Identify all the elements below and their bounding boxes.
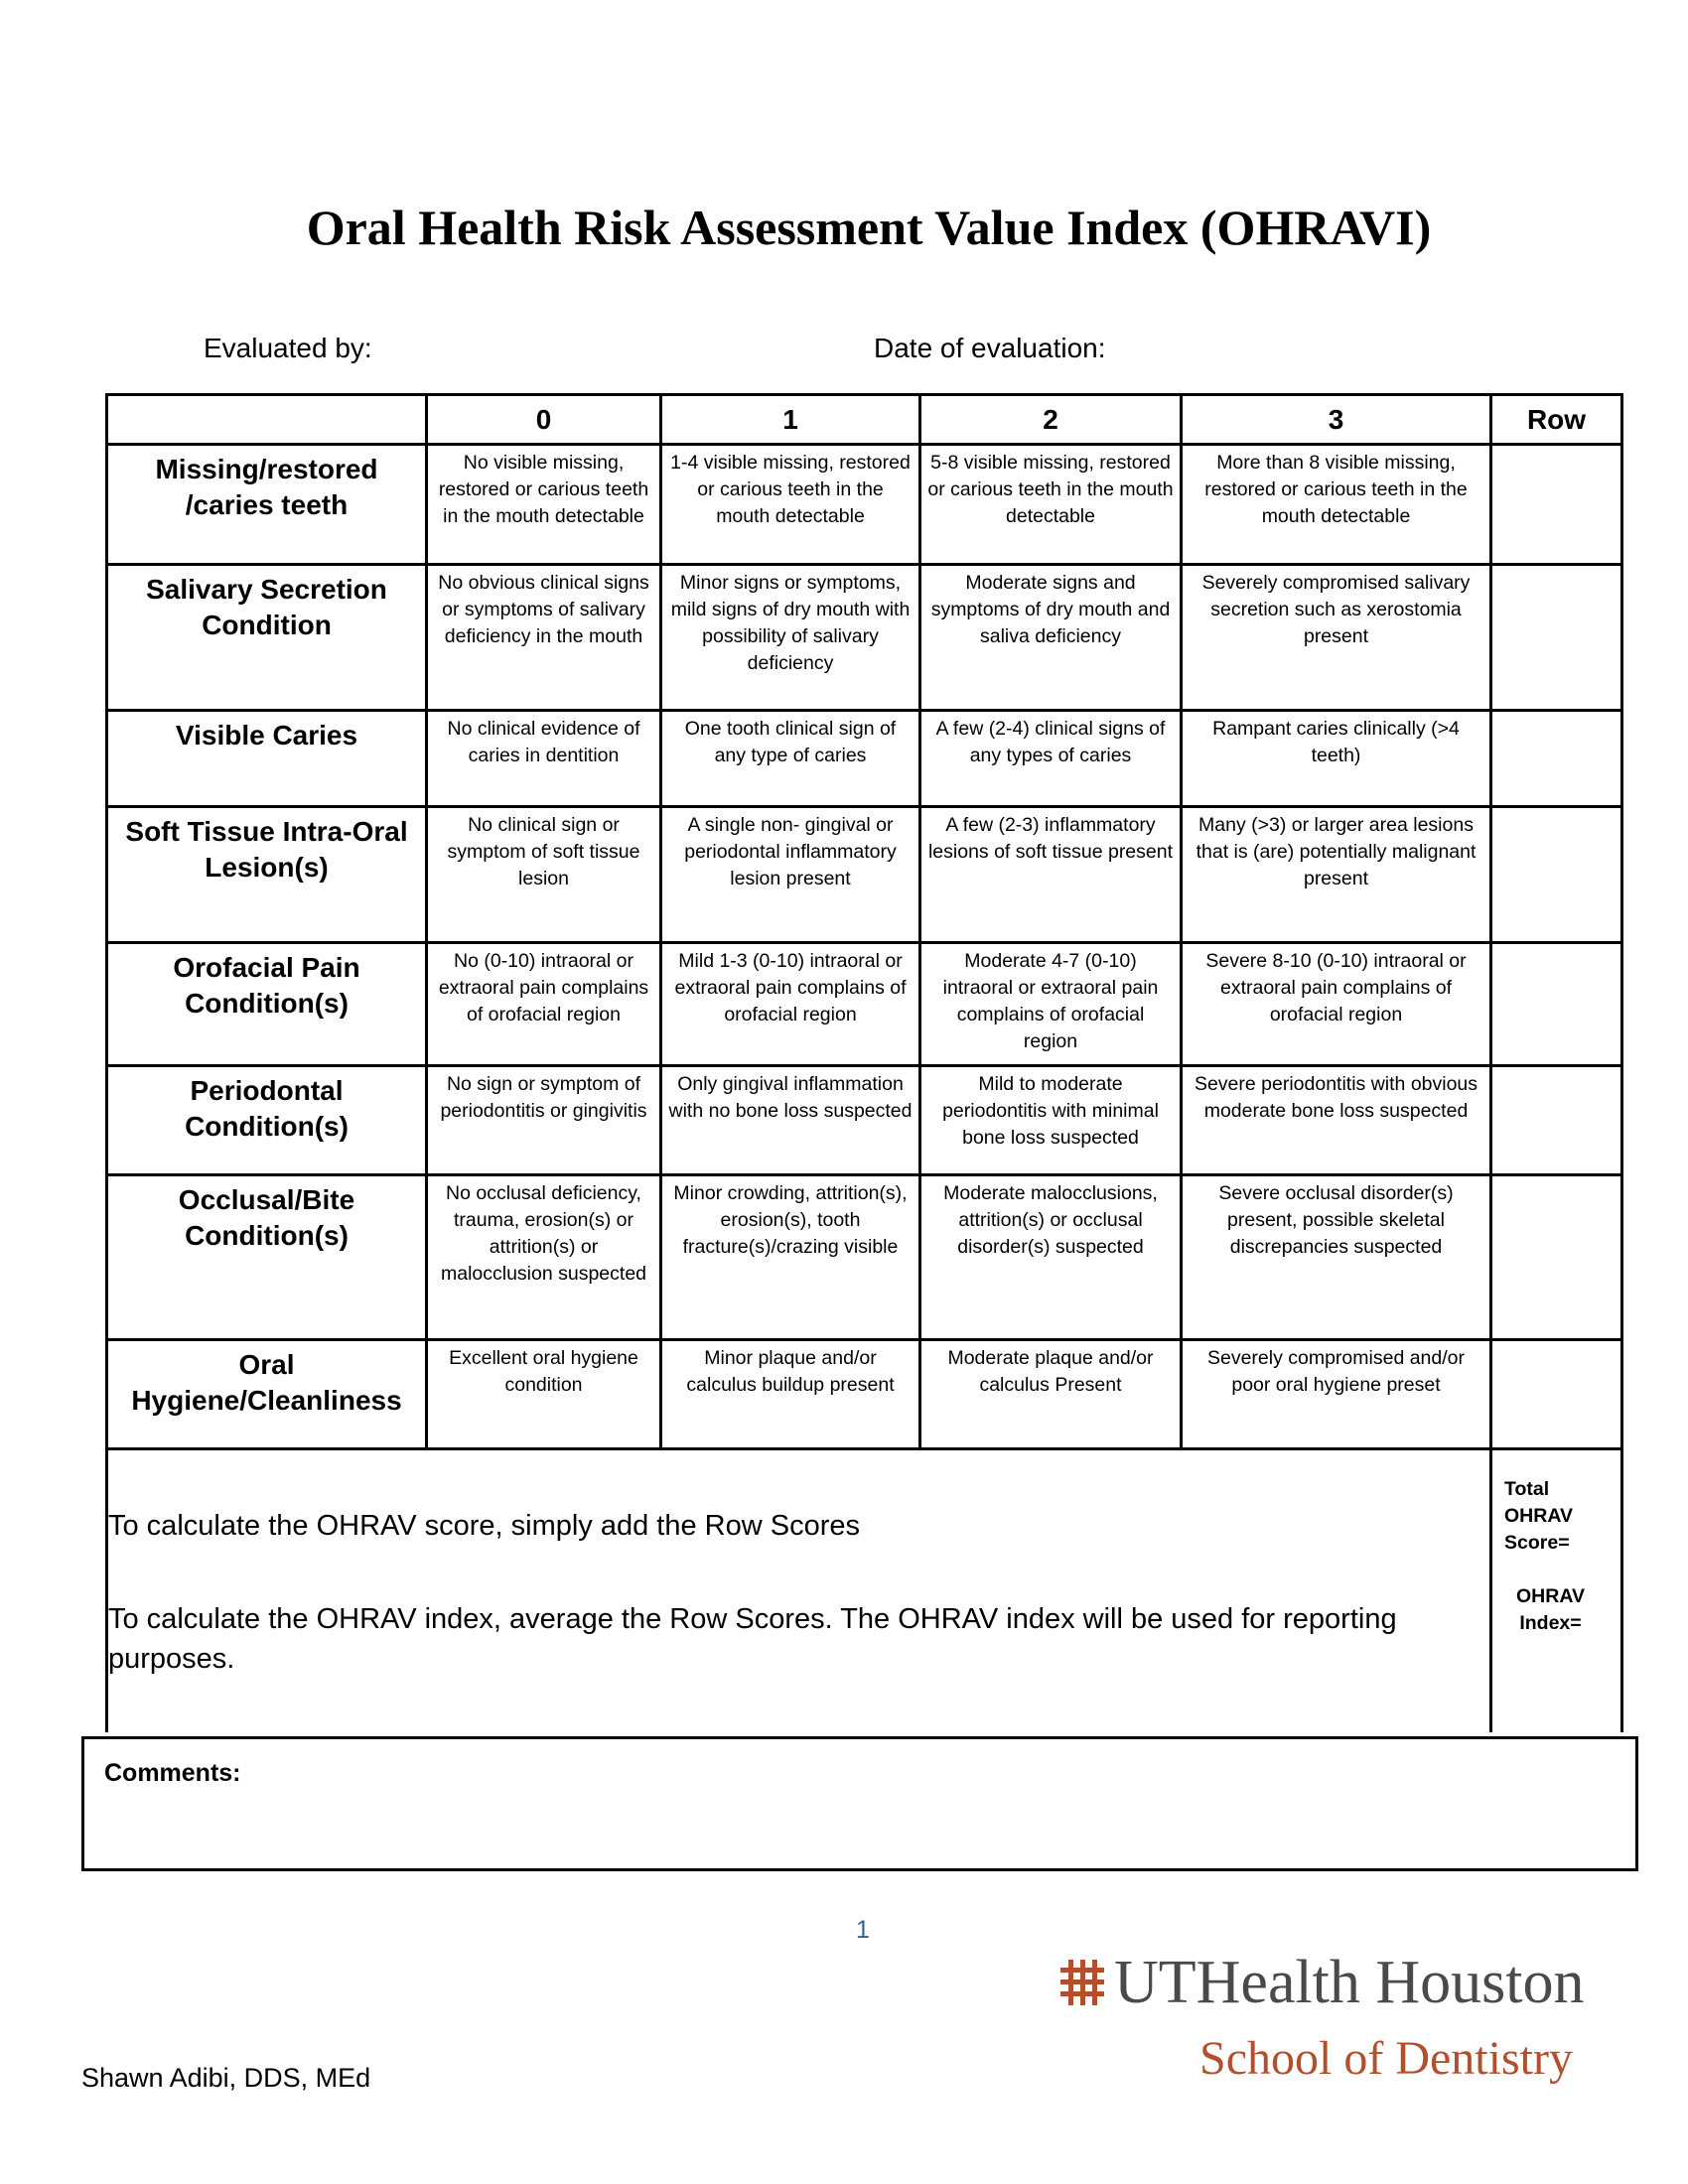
criteria-cell: A few (2-3) inflammatory lesions of soft tissue present xyxy=(920,807,1182,943)
criteria-cell: Only gingival inflammation with no bone loss suspected xyxy=(661,1066,920,1175)
row-score-cell[interactable] xyxy=(1491,807,1622,943)
table-row xyxy=(107,807,1622,943)
row-label: Occlusal/Bite Condition(s) xyxy=(107,1175,427,1340)
header-score-2: 2 xyxy=(920,395,1182,445)
evaluated-by-label: Evaluated by: xyxy=(204,333,372,363)
criteria-cell: 5-8 visible missing, restored or carious teeth in the mouth detectable xyxy=(920,445,1182,565)
table-row xyxy=(107,711,1622,807)
author-credit: Shawn Adibi, DDS, MEd xyxy=(81,2063,371,2093)
row-label: Orofacial Pain Condition(s) xyxy=(107,943,427,1066)
table-row xyxy=(107,1175,1622,1340)
criteria-cell: No obvious clinical signs or symptoms of salivary deficiency in the mouth xyxy=(427,565,661,711)
criteria-cell: No sign or symptom of periodontitis or gingivitis xyxy=(427,1066,661,1175)
criteria-cell: No clinical sign or symptom of soft tissue lesion xyxy=(427,807,661,943)
instructions-cell xyxy=(107,1449,1491,1733)
index-instruction: To calculate the OHRAV index, average the Row Scores. The OHRAV index will be used for reporting purposes. xyxy=(108,1603,1397,1675)
criteria-cell: Many (>3) or larger area lesions that is (are) potentially malignant present xyxy=(1182,807,1491,943)
criteria-cell: Minor signs or symptoms, mild signs of dry mouth with possibility of salivary deficiency xyxy=(661,565,920,711)
criteria-cell: Moderate malocclusions, attrition(s) or occlusal disorder(s) suspected xyxy=(920,1175,1182,1340)
header-score-3: 3 xyxy=(1182,395,1491,445)
table-row xyxy=(107,1340,1622,1449)
criteria-cell: Severe occlusal disorder(s) present, possible skeletal discrepancies suspected xyxy=(1182,1175,1491,1340)
row-label: Soft Tissue Intra-Oral Lesion(s) xyxy=(107,807,427,943)
page-title: Oral Health Risk Assessment Value Index (OHRAVI) xyxy=(306,200,1432,255)
row-label: Visible Caries xyxy=(107,711,427,807)
table-header-row xyxy=(107,395,1622,445)
criteria-cell: Mild 1-3 (0-10) intraoral or extraoral pain complains of orofacial region xyxy=(661,943,920,1066)
row-score-cell[interactable] xyxy=(1491,1340,1622,1449)
criteria-cell: Mild to moderate periodontitis with minimal bone loss suspected xyxy=(920,1066,1182,1175)
date-of-evaluation-label: Date of evaluation: xyxy=(874,333,1106,363)
score-instruction: To calculate the OHRAV score, simply add the Row Scores xyxy=(108,1510,861,1542)
totals-row xyxy=(107,1449,1622,1733)
criteria-cell: A single non- gingival or periodontal inflammatory lesion present xyxy=(661,807,920,943)
criteria-cell: Moderate plaque and/or calculus Present xyxy=(920,1340,1182,1449)
header-score-0: 0 xyxy=(427,395,661,445)
table-row xyxy=(107,445,1622,565)
total-score-label: Total OHRAV Score= xyxy=(1504,1478,1573,1554)
criteria-cell: Minor plaque and/or calculus buildup present xyxy=(661,1340,920,1449)
criteria-cell: Severe periodontitis with obvious moderate bone loss suspected xyxy=(1182,1066,1491,1175)
logo-school-text: School of Dentistry xyxy=(1199,2032,1573,2085)
criteria-cell: A few (2-4) clinical signs of any types of caries xyxy=(920,711,1182,807)
totals-cell[interactable] xyxy=(1491,1449,1622,1733)
index-label: OHRAV Index= xyxy=(1516,1585,1585,1634)
row-score-cell[interactable] xyxy=(1491,943,1622,1066)
row-score-cell[interactable] xyxy=(1491,711,1622,807)
criteria-cell: Severely compromised and/or poor oral hygiene preset xyxy=(1182,1340,1491,1449)
page-number: 1 xyxy=(856,1916,870,1944)
row-label: Missing/restored /caries teeth xyxy=(107,445,427,565)
criteria-cell: More than 8 visible missing, restored or carious teeth in the mouth detectable xyxy=(1182,445,1491,565)
row-score-cell[interactable] xyxy=(1491,1175,1622,1340)
row-score-cell[interactable] xyxy=(1491,1066,1622,1175)
comments-label: Comments: xyxy=(104,1759,241,1787)
table-row xyxy=(107,943,1622,1066)
assessment-table xyxy=(105,393,1623,1732)
criteria-cell: No (0-10) intraoral or extraoral pain complains of orofacial region xyxy=(427,943,661,1066)
header-score-1: 1 xyxy=(661,395,920,445)
criteria-cell: One tooth clinical sign of any type of caries xyxy=(661,711,920,807)
criteria-cell: No visible missing, restored or carious teeth in the mouth detectable xyxy=(427,445,661,565)
criteria-cell: 1-4 visible missing, restored or carious teeth in the mouth detectable xyxy=(661,445,920,565)
header-row: Row xyxy=(1491,395,1622,445)
criteria-cell: Moderate signs and symptoms of dry mouth and saliva deficiency xyxy=(920,565,1182,711)
criteria-cell: Moderate 4-7 (0-10) intraoral or extraoral pain complains of orofacial region xyxy=(920,943,1182,1066)
criteria-cell: Minor crowding, attrition(s), erosion(s), tooth fracture(s)/crazing visible xyxy=(661,1175,920,1340)
table-row xyxy=(107,1066,1622,1175)
criteria-cell: Rampant caries clinically (>4 teeth) xyxy=(1182,711,1491,807)
comments-box[interactable] xyxy=(81,1736,1638,1871)
row-score-cell[interactable] xyxy=(1491,445,1622,565)
header-blank xyxy=(107,395,427,445)
criteria-cell: Severe 8-10 (0-10) intraoral or extraoral pain complains of orofacial region xyxy=(1182,943,1491,1066)
uthealth-logo xyxy=(1051,1948,1646,2097)
criteria-cell: Severely compromised salivary secretion such as xerostomia present xyxy=(1182,565,1491,711)
criteria-cell: Excellent oral hygiene condition xyxy=(427,1340,661,1449)
criteria-cell: No occlusal deficiency, trauma, erosion(s) or attrition(s) or malocclusion suspected xyxy=(427,1175,661,1340)
row-label: Salivary Secretion Condition xyxy=(107,565,427,711)
uthealth-crest-icon xyxy=(1056,1958,1108,2009)
logo-uthealth-text: UTHealth Houston xyxy=(1114,1949,1585,2016)
table-row xyxy=(107,565,1622,711)
criteria-cell: No clinical evidence of caries in dentition xyxy=(427,711,661,807)
row-score-cell[interactable] xyxy=(1491,565,1622,711)
row-label: Periodontal Condition(s) xyxy=(107,1066,427,1175)
row-label: Oral Hygiene/Cleanliness xyxy=(107,1340,427,1449)
